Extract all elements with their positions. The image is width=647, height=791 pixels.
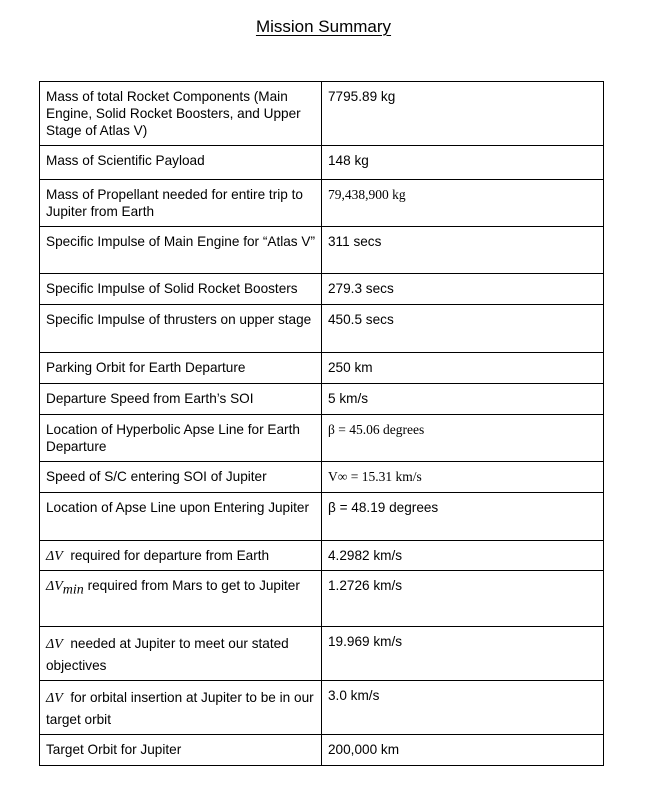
row-label: required for departure from Earth	[70, 548, 270, 563]
row-label: Speed of S/C entering SOI of Jupiter	[40, 462, 322, 493]
row-value: 148 kg	[322, 146, 604, 180]
delta-v-symbol: ΔV	[46, 691, 63, 706]
row-label: Parking Orbit for Earth Departure	[40, 353, 322, 384]
row-label: Specific Impulse of Solid Rocket Boosters	[40, 274, 322, 305]
table-row	[40, 735, 604, 766]
row-value: 250 km	[322, 353, 604, 384]
delta-v-symbol: ΔV	[46, 637, 63, 652]
row-label-with-symbol	[40, 541, 322, 571]
row-value: 5 km/s	[322, 384, 604, 415]
row-value: 19.969 km/s	[322, 627, 604, 681]
mission-summary-table	[39, 81, 604, 766]
table-row	[40, 384, 604, 415]
row-label: required from Mars to get to Jupiter	[87, 578, 300, 593]
delta-v-symbol: ΔV	[46, 549, 63, 564]
row-value: β = 48.19 degrees	[322, 493, 604, 541]
row-value: 311 secs	[322, 227, 604, 274]
row-label: Specific Impulse of thrusters on upper stage	[40, 305, 322, 353]
table-row	[40, 227, 604, 274]
table-row	[40, 462, 604, 493]
delta-v-symbol: ΔV	[46, 579, 63, 594]
table-row	[40, 681, 604, 735]
row-label: Target Orbit for Jupiter	[40, 735, 322, 766]
table-row	[40, 415, 604, 462]
row-value: β = 45.06 degrees	[322, 415, 604, 462]
row-label: Mass of Propellant needed for entire trip to Jupiter from Earth	[40, 180, 322, 227]
row-label: Location of Hyperbolic Apse Line for Earth Departure	[40, 415, 322, 462]
row-value: 450.5 secs	[322, 305, 604, 353]
table-row	[40, 180, 604, 227]
row-value: 1.2726 km/s	[322, 571, 604, 627]
table-row	[40, 627, 604, 681]
min-subscript: min	[62, 582, 84, 598]
row-label: Mass of total Rocket Components (Main Engine, Solid Rocket Boosters, and Upper Stage of Atlas V)	[40, 82, 322, 146]
row-value: 279.3 secs	[322, 274, 604, 305]
row-label: Specific Impulse of Main Engine for “Atlas V”	[40, 227, 322, 274]
table-row	[40, 274, 604, 305]
table-row	[40, 305, 604, 353]
row-label-with-symbol	[40, 681, 322, 735]
page-title: Mission Summary	[255, 17, 392, 36]
table-row	[40, 146, 604, 180]
row-value: 3.0 km/s	[322, 681, 604, 735]
table-row	[40, 541, 604, 571]
row-label: for orbital insertion at Jupiter to be in our target orbit	[46, 690, 314, 727]
table-row	[40, 571, 604, 627]
row-label: needed at Jupiter to meet our stated objectives	[46, 636, 289, 673]
row-label: Departure Speed from Earth’s SOI	[40, 384, 322, 415]
row-label-with-symbol	[40, 627, 322, 681]
row-value: 7795.89 kg	[322, 82, 604, 146]
row-label-with-symbol	[40, 571, 322, 627]
table-row	[40, 82, 604, 146]
table-row	[40, 353, 604, 384]
row-value: 79,438,900 kg	[322, 180, 604, 227]
row-value: 4.2982 km/s	[322, 541, 604, 571]
row-label: Location of Apse Line upon Entering Jupiter	[40, 493, 322, 541]
row-value: 200,000 km	[322, 735, 604, 766]
row-value: V∞ = 15.31 km/s	[322, 462, 604, 493]
row-label: Mass of Scientific Payload	[40, 146, 322, 180]
table-row	[40, 493, 604, 541]
